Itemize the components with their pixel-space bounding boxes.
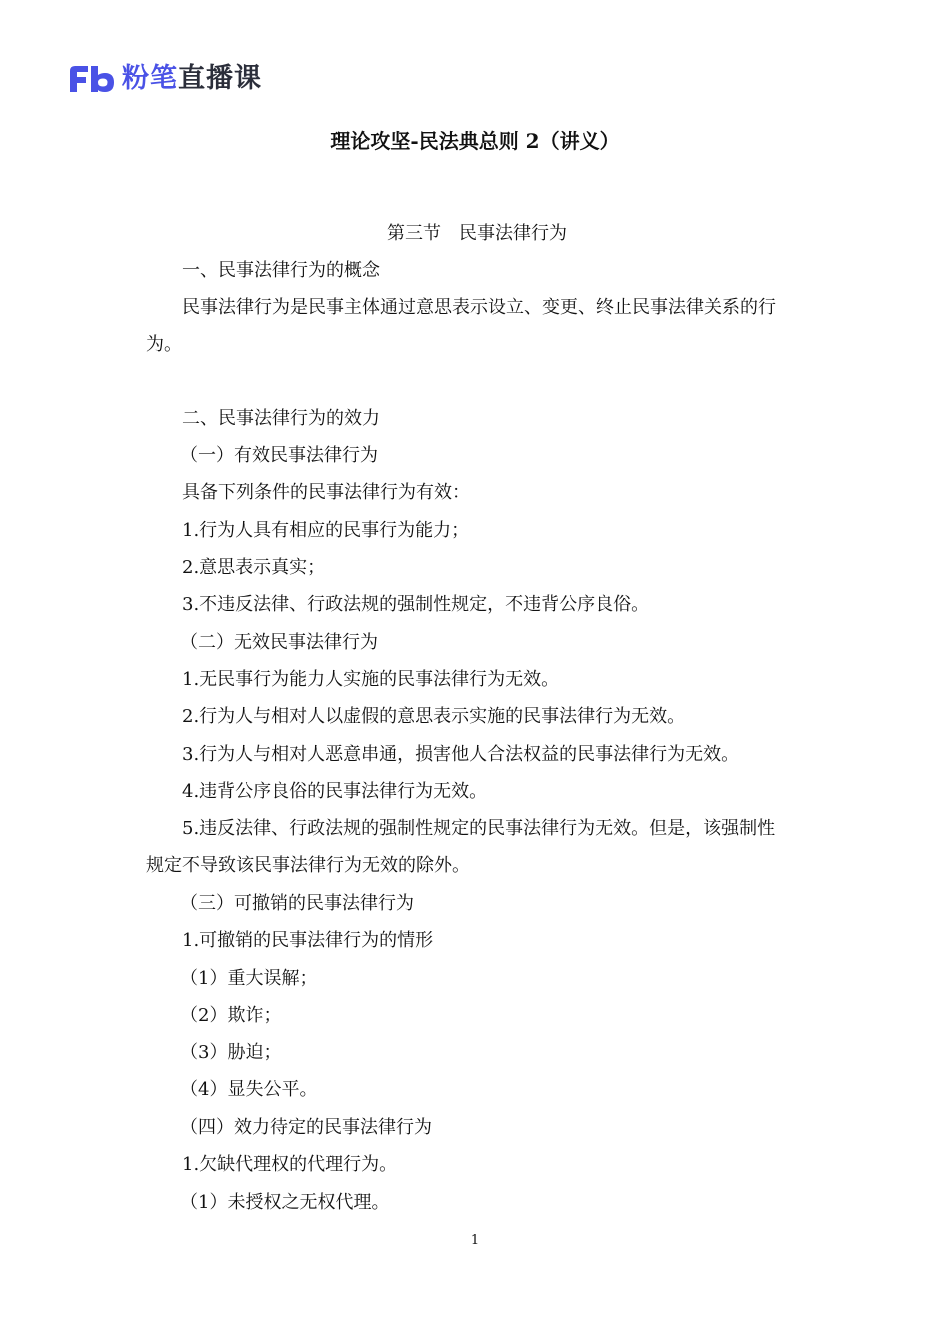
- brand-name-primary: 粉笔: [122, 63, 178, 94]
- document-title: 理论攻坚-民法典总则 2（讲义）: [330, 129, 620, 153]
- page-number: 1: [470, 1233, 480, 1248]
- list-item: （1）未授权之无权代理。: [180, 1192, 390, 1213]
- list-item: （1）重大误解；: [180, 968, 318, 989]
- brand-logo: [68, 62, 262, 96]
- concept-heading: 一、民事法律行为的概念: [182, 260, 380, 281]
- effect-heading: 二、民事法律行为的效力: [182, 408, 380, 429]
- list-item: 4.违背公序良俗的民事法律行为无效。: [182, 781, 488, 802]
- list-item: （4）显失公平。: [180, 1079, 318, 1100]
- list-item: 1.无民事行为能力人实施的民事法律行为无效。: [182, 669, 560, 690]
- pending-subheading: 1.欠缺代理权的代理行为。: [182, 1154, 398, 1175]
- list-item: （2）欺诈；: [180, 1005, 282, 1026]
- revocable-subheading: 1.可撤销的民事法律行为的情形: [182, 930, 434, 951]
- list-item: 2.意思表示真实；: [182, 557, 326, 578]
- revocable-heading: （三）可撤销的民事法律行为: [180, 893, 414, 914]
- valid-intro: 具备下列条件的民事法律行为有效：: [182, 482, 470, 503]
- brand-name-product: 直播课: [178, 63, 262, 94]
- list-item: 2.行为人与相对人以虚假的意思表示实施的民事法律行为无效。: [182, 706, 686, 727]
- section-heading: 第三节 民事法律行为: [387, 223, 567, 244]
- list-item: 3.行为人与相对人恶意串通，损害他人合法权益的民事法律行为无效。: [182, 744, 740, 765]
- concept-text-continued: 为。: [146, 334, 182, 355]
- brand-name: [122, 62, 262, 96]
- fb-logo-icon: [68, 62, 116, 96]
- list-item: 3.不违反法律、行政法规的强制性规定，不违背公序良俗。: [182, 594, 650, 615]
- list-item: 1.行为人具有相应的民事行为能力；: [182, 520, 470, 541]
- list-item: 5.违反法律、行政法规的强制性规定的民事法律行为无效。但是，该强制性: [182, 818, 776, 839]
- invalid-heading: （二）无效民事法律行为: [180, 632, 378, 653]
- valid-heading: （一）有效民事法律行为: [180, 445, 378, 466]
- pending-heading: （四）效力待定的民事法律行为: [180, 1117, 432, 1138]
- list-item: （3）胁迫；: [180, 1042, 282, 1063]
- list-item-continued: 规定不导致该民事法律行为无效的除外。: [146, 855, 470, 876]
- concept-text: 民事法律行为是民事主体通过意思表示设立、变更、终止民事法律关系的行: [182, 297, 776, 318]
